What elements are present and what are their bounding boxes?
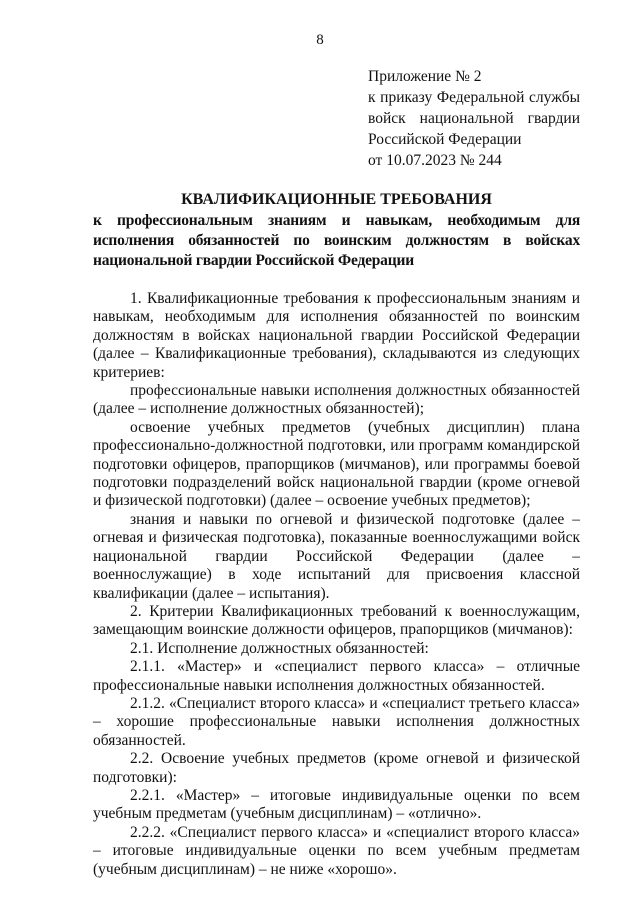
document-body [93, 290, 580, 879]
appendix-line-3: войск национальной гвардии [368, 110, 580, 127]
document-subtitle: к профессиональным знаниям и навыкам, необходимым для исполнения обязанностей по воинским должностям в войсках национальной гвардии Российской Федерации [93, 212, 580, 269]
paragraph-7: 2.1.1. «Мастер» и «специалист первого класса» – отличные профессиональные навыки исполнения должностных обязанностей. [93, 658, 580, 694]
appendix-header [368, 66, 580, 171]
paragraph-6: 2.1. Исполнение должностных обязанностей: [130, 639, 429, 657]
paragraph-5: 2. Критерии Квалификационных требований к военнослужащим, замещающим воинские должности офицеров, прапорщиков (мичманов): [93, 602, 580, 639]
appendix-line-1: Приложение № 2 [368, 68, 482, 85]
appendix-line-2: к приказу Федеральной службы [368, 89, 580, 106]
document-heading [93, 190, 580, 271]
appendix-line-5: от 10.07.2023 № 244 [368, 152, 502, 169]
paragraph-2: профессиональные навыки исполнения должностных обязанностей (далее – исполнение должностных обязанностей); [93, 382, 580, 418]
document-title: КВАЛИФИКАЦИОННЫЕ ТРЕБОВАНИЯ [181, 191, 492, 208]
page-number: 8 [316, 32, 324, 48]
paragraph-4: знания и навыки по огневой и физической подготовке (далее – огневая и физическая подготовка), показанные военнослужащими войск национальной гвардии Российской Федерации (далее – военнослужащие) в ходе испытаний для присвоения классной квалификации (далее – испытания). [93, 510, 580, 602]
appendix-line-4: Российской Федерации [368, 131, 522, 148]
paragraph-9: 2.2. Освоение учебных предметов (кроме огневой и физической подготовки): [93, 750, 580, 786]
paragraph-10: 2.2.1. «Мастер» – итоговые индивидуальные оценки по всем учебным предметам (учебным дисциплинам) – «отлично». [93, 786, 580, 823]
paragraph-1: 1. Квалификационные требования к профессиональным знаниям и навыкам, необходимым для исполнения обязанностей по воинским должностям в войсках национальной гвардии Российской Федерации (далее – Квалификационные требования), складываются из следующих критериев: [93, 290, 580, 381]
paragraph-11: 2.2.2. «Специалист первого класса» и «специалист второго класса» – итоговые индивидуальные оценки по всем учебным предметам (учебным дисциплинам) – не ниже «хорошо». [93, 823, 580, 878]
paragraph-3: освоение учебных предметов (учебных дисциплин) плана профессионально-должностной подготовки, или программ командирской подготовки офицеров, прапорщиков (мичманов), или программы боевой подготовки подразделений войск национальной гвардии (кроме огневой и физической подготовки) (далее – освоение учебных предметов); [93, 418, 580, 510]
paragraph-8: 2.1.2. «Специалист второго класса» и «специалист третьего класса» – хорошие профессиональные навыки исполнения должностных обязанностей. [93, 694, 580, 749]
